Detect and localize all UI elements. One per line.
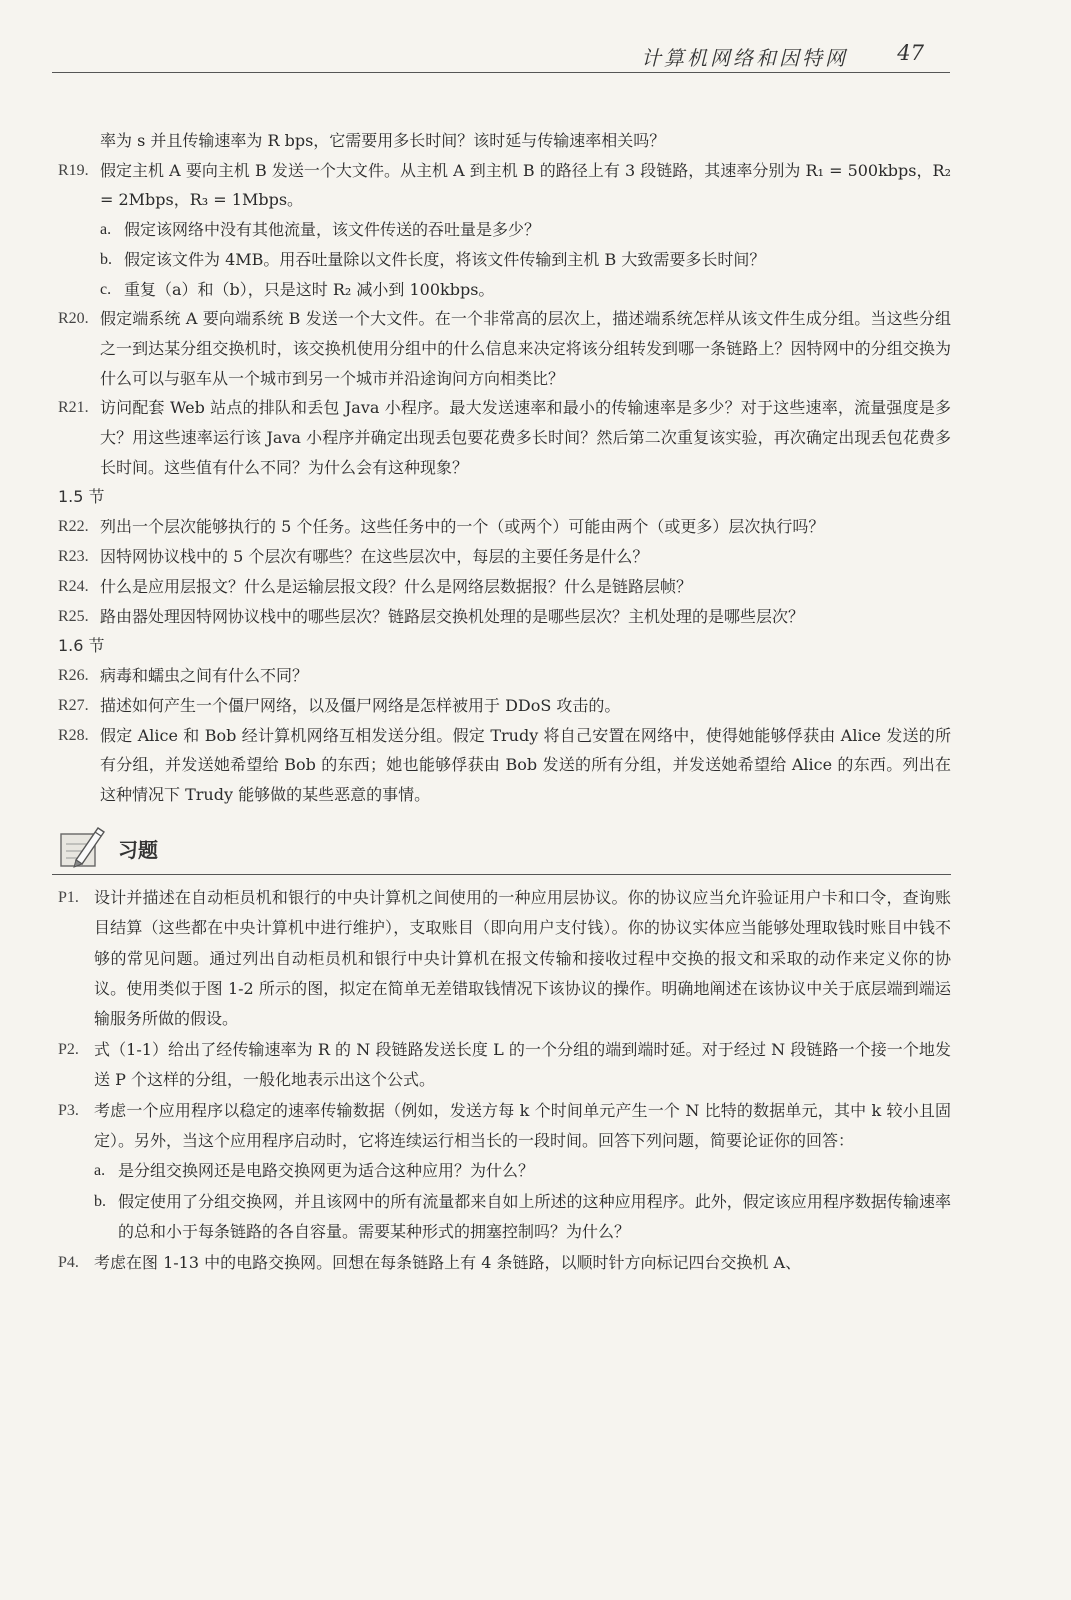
page-number: 47 xyxy=(897,41,924,65)
question-number: R21. xyxy=(58,399,89,417)
question-r21 xyxy=(58,393,951,482)
question-text: 假定 Alice 和 Bob 经计算机网络互相发送分组。假定 Trudy 将自己安置在网络中，使得她能够俘获由 Alice 发送的所有分组，并发送她希望给 Bob 的东西；她也能够俘获由 Bob 发送的所有分组，并发送她希望给 Alice 的东西。列出在这种情况下 Trudy 能够做的某些恶意的事情。 xyxy=(100,725,951,805)
r19-part-b xyxy=(58,245,951,275)
section-heading-1-5: 1.5 节 xyxy=(58,487,105,507)
exercises-header xyxy=(52,822,951,875)
p3-part-a xyxy=(58,1156,951,1186)
question-r26 xyxy=(58,661,951,691)
problem-number: P1. xyxy=(58,888,79,906)
question-number: R22. xyxy=(58,518,89,536)
part-label: b. xyxy=(100,250,112,268)
problem-number: P3. xyxy=(58,1101,79,1119)
running-header xyxy=(52,38,950,73)
r19-part-a xyxy=(58,215,951,245)
question-number: R19. xyxy=(58,161,89,179)
part-text: 重复（a）和（b），只是这时 R₂ 减小到 100kbps。 xyxy=(124,279,495,299)
question-r22 xyxy=(58,512,951,542)
problem-text: 式（1-1）给出了经传输速率为 R 的 N 段链路发送长度 L 的一个分组的端到端时延。对于经过 N 段链路一个接一个地发送 P 个这样的分组，一般化地表示出这个公式。 xyxy=(94,1039,951,1090)
question-number: R25. xyxy=(58,607,89,625)
problem-text: 考虑在图 1-13 中的电路交换网。回想在每条链路上有 4 条链路，以顺时针方向标记四台交换机 A、 xyxy=(94,1252,802,1272)
question-number: R24. xyxy=(58,577,89,595)
header-title: 计算机网络和因特网 xyxy=(641,46,848,70)
page-body xyxy=(58,126,951,1278)
part-label: a. xyxy=(100,221,112,239)
part-text: 假定该文件为 4MB。用吞吐量除以文件长度，将该文件传输到主机 B 大致需要多长时间？ xyxy=(124,249,766,269)
question-r25 xyxy=(58,602,951,632)
question-text: 假定主机 A 要向主机 B 发送一个大文件。从主机 A 到主机 B 的路径上有 3 段链路，其速率分别为 R₁ = 500kbps，R₂ = 2Mbps，R₃ = 1Mbps。 xyxy=(100,160,951,210)
question-text: 因特网协议栈中的 5 个层次有哪些？在这些层次中，每层的主要任务是什么？ xyxy=(100,547,649,567)
problem-text: 设计并描述在自动柜员机和银行的中央计算机之间使用的一种应用层协议。你的协议应当允许验证用户卡和口令，查询账目结算（这些都在中央计算机中进行维护），支取账目（即向用户支付钱）。你的协议实体应当能够处理取钱时账目中钱不够的常见问题。通过列出自动柜员机和银行中央计算机在报文传输和接收过程中交换的报文和采取的动作来定义你的协议。使用类似于图 1-2 所示的图，拟定在简单无差错取钱情况下该协议的操作。明确地阐述在该协议中关于底层端到端运输服务所做的假设。 xyxy=(94,887,951,1029)
question-text: 描述如何产生一个僵尸网络，以及僵尸网络是怎样被用于 DDoS 攻击的。 xyxy=(100,695,621,715)
question-text: 路由器处理因特网协议栈中的哪些层次？链路层交换机处理的是哪些层次？主机处理的是哪些层次？ xyxy=(100,606,805,626)
r19-part-c xyxy=(58,275,951,305)
question-text: 访问配套 Web 站点的排队和丢包 Java 小程序。最大发送速率和最小的传输速率是多少？对于这些速率，流量强度是多大？用这些速率运行该 Java 小程序并确定出现丢包要花费多长时间？然后第二次重复该实验，再次确定出现丢包花费多长时间。这些值有什么不同？为什么会有这种现象？ xyxy=(100,398,951,477)
part-label: b. xyxy=(94,1192,106,1210)
problem-number: P4. xyxy=(58,1253,79,1271)
question-r20 xyxy=(58,304,951,393)
question-r28 xyxy=(58,721,951,810)
part-label: c. xyxy=(100,280,112,298)
problem-p1 xyxy=(58,883,951,1035)
question-number: R26. xyxy=(58,667,89,685)
question-text: 病毒和蠕虫之间有什么不同？ xyxy=(100,666,309,686)
problem-number: P2. xyxy=(58,1040,79,1058)
question-r24 xyxy=(58,572,951,602)
section-heading-1-6: 1.6 节 xyxy=(58,636,105,656)
problem-p4 xyxy=(58,1248,951,1278)
part-text: 是分组交换网还是电路交换网更为适合这种应用？为什么？ xyxy=(118,1161,535,1181)
p3-part-b xyxy=(58,1187,951,1248)
question-r19 xyxy=(58,156,951,215)
question-number: R23. xyxy=(58,548,89,566)
exercises-title: 习题 xyxy=(118,837,158,862)
question-number: R28. xyxy=(58,726,89,744)
question-r23 xyxy=(58,542,951,572)
question-r27 xyxy=(58,691,951,721)
part-text: 假定使用了分组交换网，并且该网中的所有流量都来自如上所述的这种应用程序。此外，假定该应用程序数据传输速率的总和小于每条链路的各自容量。需要某种形式的拥塞控制吗？为什么？ xyxy=(118,1191,951,1242)
part-text: 假定该网络中没有其他流量，该文件传送的吞吐量是多少？ xyxy=(124,220,541,240)
question-number: R20. xyxy=(58,310,89,328)
question-text: 什么是应用层报文？什么是运输层报文段？什么是网络层数据报？什么是链路层帧？ xyxy=(100,576,693,596)
question-text: 假定端系统 A 要向端系统 B 发送一个大文件。在一个非常高的层次上，描述端系统怎样从该文件生成分组。当这些分组之一到达某分组交换机时，该交换机使用分组中的什么信息来决定将该分组转发到哪一条链路上？因特网中的分组交换为什么可以与驱车从一个城市到另一个城市并沿途询问方向相类比？ xyxy=(100,309,951,388)
problem-p3 xyxy=(58,1096,951,1157)
part-label: a. xyxy=(94,1162,106,1180)
pencil-notepad-icon xyxy=(58,824,106,870)
problem-p2 xyxy=(58,1035,951,1096)
question-text: 列出一个层次能够执行的 5 个任务。这些任务中的一个（或两个）可能由两个（或更多）层次执行吗？ xyxy=(100,517,825,537)
question-number: R27. xyxy=(58,696,89,714)
r18-continued: 率为 s 并且传输速率为 R bps，它需要用多长时间？该时延与传输速率相关吗？ xyxy=(100,131,666,150)
problem-text: 考虑一个应用程序以稳定的速率传输数据（例如，发送方每 k 个时间单元产生一个 N 比特的数据单元，其中 k 较小且固定）。另外，当这个应用程序启动时，它将连续运行相当长的一段时间。回答下列问题，简要论证你的回答： xyxy=(94,1100,951,1151)
